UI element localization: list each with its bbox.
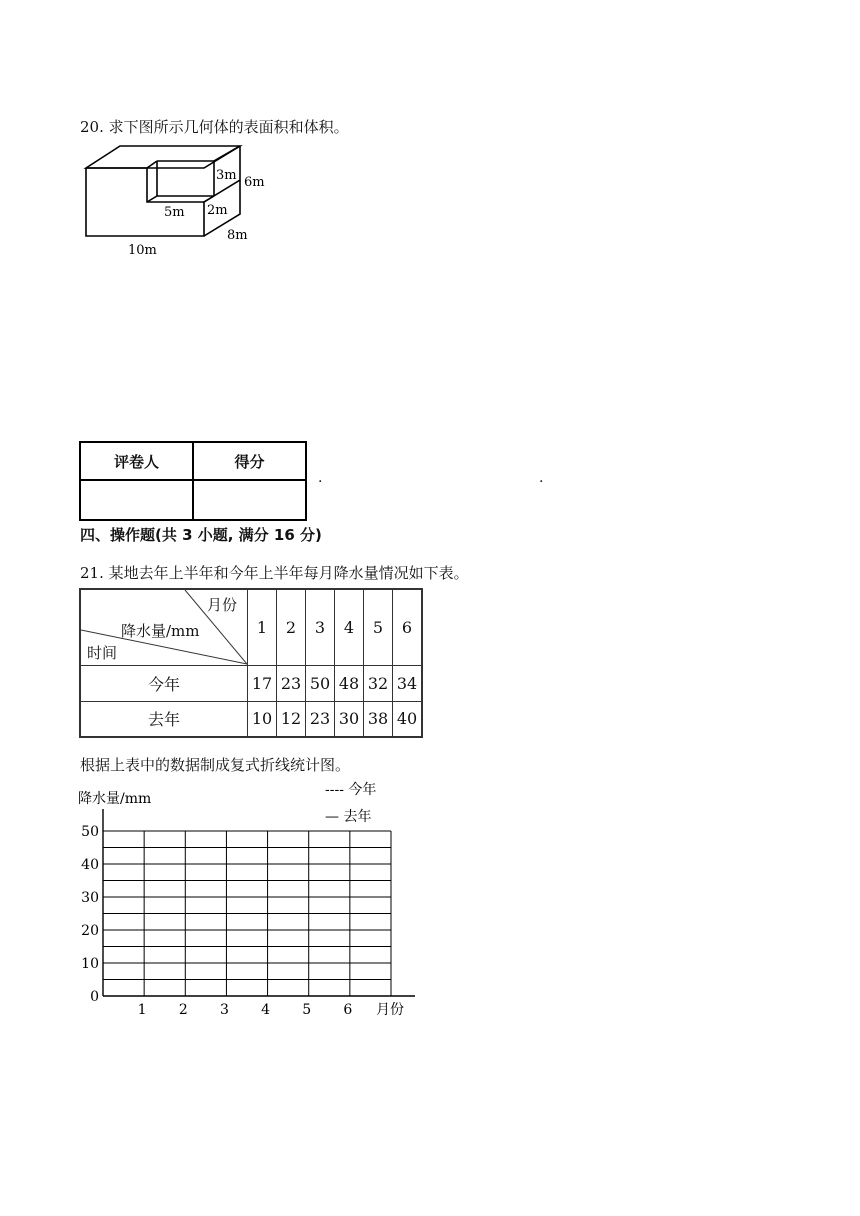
table-cell: 23	[306, 701, 335, 737]
score-header: 得分	[193, 442, 306, 480]
table-cell: 17	[248, 665, 277, 701]
table-cell: 23	[277, 665, 306, 701]
table-cell: 38	[364, 701, 393, 737]
x-tick-label: 3	[219, 1002, 229, 1018]
label-2m: 2m	[207, 203, 228, 218]
corner-rain-label: 降水量/mm	[121, 622, 200, 640]
table-cell: 48	[335, 665, 364, 701]
label-6m: 6m	[244, 175, 265, 190]
corner-month-label: 月份	[207, 596, 238, 614]
figure-front-face	[86, 168, 204, 236]
month-header: 6	[393, 589, 423, 665]
y-tick-label: 0	[90, 989, 99, 1005]
y-axis-label: 降水量/mm	[78, 791, 152, 807]
table-row	[80, 701, 422, 737]
grader-table	[79, 441, 307, 521]
grader-header: 评卷人	[80, 442, 193, 480]
table-cell: 10	[248, 701, 277, 737]
line-chart	[70, 776, 430, 1026]
figure-notch-edge	[214, 146, 240, 161]
y-tick-label: 10	[81, 956, 99, 972]
y-tick-label: 40	[81, 857, 99, 873]
dot-mark: .	[318, 470, 323, 486]
x-tick-label: 1	[137, 1002, 147, 1018]
x-axis-label: 月份	[376, 1002, 404, 1018]
x-tick-label: 2	[178, 1002, 188, 1018]
question-21-title: 21. 某地去年上半年和今年上半年每月降水量情况如下表。	[80, 564, 469, 582]
table-cell: 50	[306, 665, 335, 701]
figure-notch-edge	[147, 196, 157, 202]
row-label: 今年	[80, 665, 248, 701]
label-3m: 3m	[216, 168, 237, 183]
figure-notch-edge	[204, 196, 214, 202]
y-tick-label: 50	[81, 824, 99, 840]
table-cell: 32	[364, 665, 393, 701]
table-corner-cell	[80, 589, 248, 665]
rainfall-table	[79, 588, 423, 738]
month-header: 3	[306, 589, 335, 665]
figure-top-face	[86, 146, 240, 168]
x-tick-label: 6	[343, 1002, 353, 1018]
y-tick-label: 20	[81, 923, 99, 939]
table-cell: 34	[393, 665, 423, 701]
month-header: 2	[277, 589, 306, 665]
x-tick-label: 4	[261, 1002, 271, 1018]
geometry-figure	[80, 140, 280, 262]
label-10m: 10m	[128, 243, 157, 258]
dot-mark: .	[539, 470, 544, 486]
corner-time-label: 时间	[87, 644, 118, 662]
month-header: 4	[335, 589, 364, 665]
month-header: 1	[248, 589, 277, 665]
table-cell: 30	[335, 701, 364, 737]
label-8m: 8m	[227, 228, 248, 243]
x-tick-label: 5	[302, 1002, 312, 1018]
legend-entry: — 去年	[325, 809, 372, 825]
y-tick-label: 30	[81, 890, 99, 906]
table-row	[80, 665, 422, 701]
table-cell: 12	[277, 701, 306, 737]
grader-cell	[80, 480, 193, 520]
legend-entry: ---- 今年	[325, 782, 377, 798]
month-header: 5	[364, 589, 393, 665]
label-5m: 5m	[164, 205, 185, 220]
chart-instruction: 根据上表中的数据制成复式折线统计图。	[80, 756, 351, 774]
figure-notch-edge	[147, 161, 157, 168]
question-20-title: 20. 求下图所示几何体的表面积和体积。	[80, 118, 349, 136]
section-4-title: 四、操作题(共 3 小题, 满分 16 分)	[80, 526, 322, 544]
row-label: 去年	[80, 701, 248, 737]
table-cell: 40	[393, 701, 423, 737]
score-cell	[193, 480, 306, 520]
